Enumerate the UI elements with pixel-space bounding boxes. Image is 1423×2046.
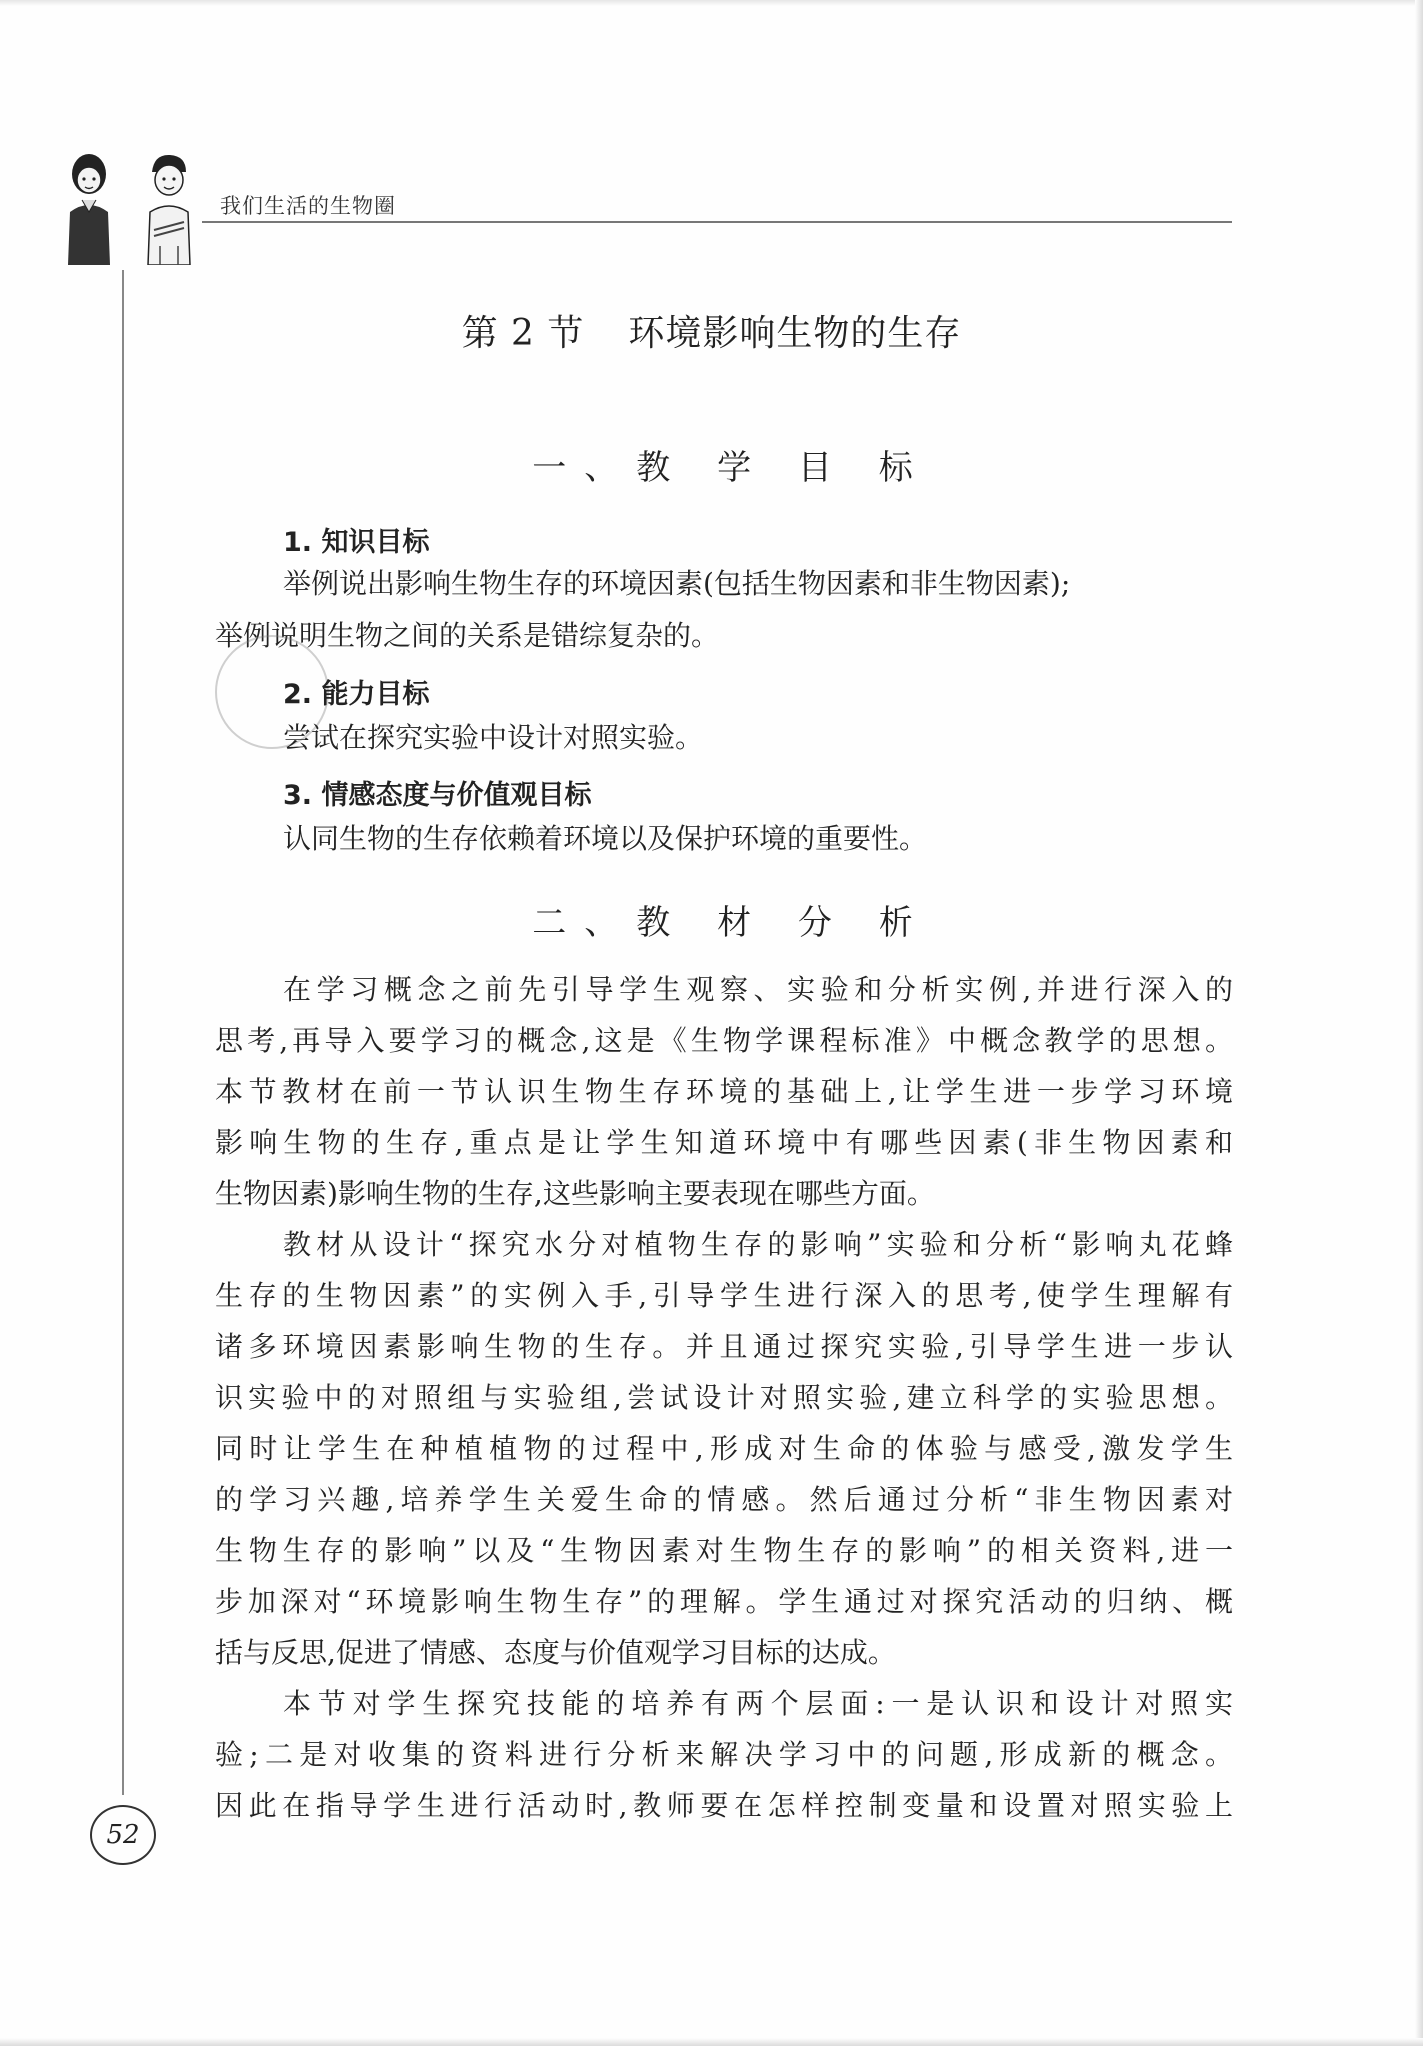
boy-mascot-icon xyxy=(140,150,198,265)
paragraph-line: 思考,再导入要学习的概念,这是《生物学课程标准》中概念教学的思想。 xyxy=(215,1024,1233,1057)
paragraph-line: 诸多环境因素影响生物的生存。并且通过探究实验,引导学生进一步认 xyxy=(215,1330,1233,1363)
section-title xyxy=(0,305,1423,356)
paragraph-line: 步加深对“环境影响生物生存”的理解。学生通过对探究活动的归纳、概 xyxy=(215,1585,1233,1618)
paragraph-line: 生物因素)影响生物的生存,这些影响主要表现在哪些方面。 xyxy=(215,1177,935,1210)
paragraph-line: 括与反思,促进了情感、态度与价值观学习目标的达成。 xyxy=(215,1636,896,1669)
objective-label-attitude: 3. 情感态度与价值观目标 xyxy=(283,780,592,811)
objective-text: 举例说明生物之间的关系是错综复杂的。 xyxy=(215,619,720,652)
section-number: 第 2 节 xyxy=(461,313,585,354)
scan-edge-bottom xyxy=(0,2038,1423,2046)
header-rule xyxy=(202,221,1232,223)
paragraph-line: 影响生物的生存,重点是让学生知道环境中有哪些因素(非生物因素和 xyxy=(215,1126,1233,1159)
section-name: 环境影响生物的生存 xyxy=(628,313,962,354)
paragraph-line: 教材从设计“探究水分对植物生存的影响”实验和分析“影响丸花蜂 xyxy=(283,1228,1233,1261)
heading-teaching-objectives: 一、教 学 目 标 xyxy=(532,448,931,488)
paragraph-line: 验;二是对收集的资料进行分析来解决学习中的问题,形成新的概念。 xyxy=(215,1738,1233,1771)
page-number: 52 xyxy=(90,1805,156,1865)
paragraph-line: 的学习兴趣,培养学生关爱生命的情感。然后通过分析“非生物因素对 xyxy=(215,1483,1233,1516)
objective-text: 举例说出影响生物生存的环境因素(包括生物因素和非生物因素); xyxy=(283,567,1071,600)
paragraph-line: 在学习概念之前先引导学生观察、实验和分析实例,并进行深入的 xyxy=(283,973,1233,1006)
paragraph-line: 识实验中的对照组与实验组,尝试设计对照实验,建立科学的实验思想。 xyxy=(215,1381,1233,1414)
paragraph-line: 生物生存的影响”以及“生物因素对生物生存的影响”的相关资料,进一 xyxy=(215,1534,1233,1567)
margin-rule xyxy=(122,270,124,1795)
paragraph-line: 因此在指导学生进行活动时,教师要在怎样控制变量和设置对照实验上 xyxy=(215,1789,1233,1822)
heading-material-analysis: 二、教 材 分 析 xyxy=(532,903,931,943)
objective-text: 认同生物的生存依赖着环境以及保护环境的重要性。 xyxy=(283,822,928,855)
paragraph-line: 生存的生物因素”的实例入手,引导学生进行深入的思考,使学生理解有 xyxy=(215,1279,1233,1312)
objective-text: 尝试在探究实验中设计对照实验。 xyxy=(283,721,704,754)
paragraph-line: 本节对学生探究技能的培养有两个层面:一是认识和设计对照实 xyxy=(283,1687,1233,1720)
running-header: 我们生活的生物圈 xyxy=(220,194,396,218)
objective-label-knowledge: 1. 知识目标 xyxy=(283,527,430,558)
objective-label-ability: 2. 能力目标 xyxy=(283,679,430,710)
paragraph-line: 本节教材在前一节认识生物生存环境的基础上,让学生进一步学习环境 xyxy=(215,1075,1233,1108)
paragraph-line: 同时让学生在种植植物的过程中,形成对生命的体验与感受,激发学生 xyxy=(215,1432,1233,1465)
girl-mascot-icon xyxy=(60,150,118,265)
scan-edge-top xyxy=(0,0,1423,6)
